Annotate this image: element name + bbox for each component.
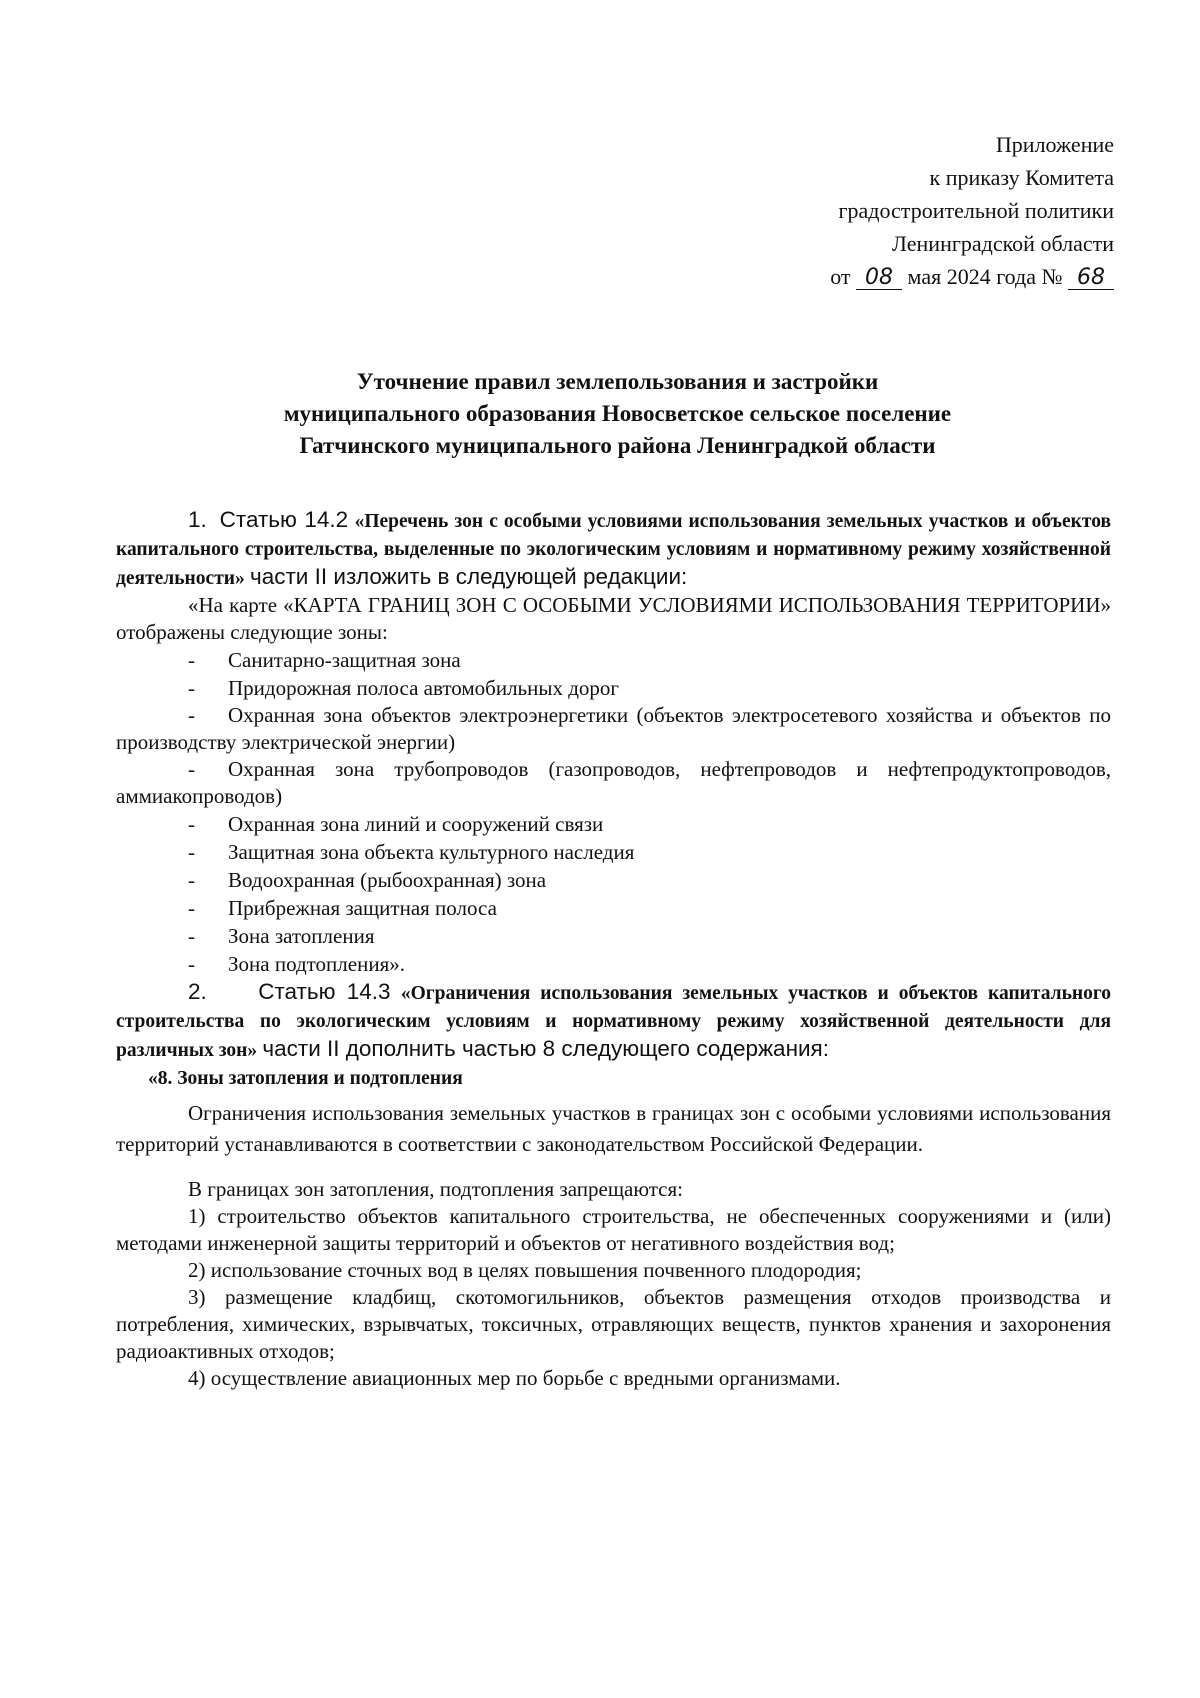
title-line: Гатчинского муниципального района Ленинградкой области	[299, 433, 936, 458]
title-line: Уточнение правил землепользования и застройки	[356, 369, 879, 394]
header-line: к приказу Комитета	[929, 165, 1114, 190]
list-item: - Зона затопления	[188, 924, 375, 948]
article-title-bold: «Ограничения использования земельных участков и объектов капитального строительства по экологическим условиям и нормативному режиму хозяйственной деятельности для различных зон»	[116, 983, 1112, 1061]
zones-intro: «На карте «КАРТА ГРАНИЦ ЗОН С ОСОБЫМИ УСЛОВИЯМИ ИСПОЛЬЗОВАНИЯ ТЕРРИТОРИИ» отображены следующие зоны:	[116, 593, 1111, 644]
list-item: 4) осуществление авиационных мер по борьбе с вредными организмами.	[188, 1366, 841, 1390]
list-item: 2) использование сточных вод в целях повышения почвенного плодородия;	[188, 1258, 862, 1282]
list-item: - Охранная зона трубопроводов (газопроводов, нефтепроводов и нефтепродуктопроводов, аммиакопроводов)	[116, 757, 1111, 808]
list-item: - Санитарно-защитная зона	[188, 648, 461, 672]
list-item: - Зона подтопления».	[188, 952, 405, 976]
section-1-paragraph	[116, 506, 1111, 592]
handwritten-order-number: 68	[1068, 267, 1114, 290]
document-body	[116, 506, 1111, 1392]
list-item: - Защитная зона объекта культурного наследия	[188, 840, 635, 864]
list-item: - Водоохранная (рыбоохранная) зона	[188, 868, 547, 892]
list-item: 1) строительство объектов капитального строительства, не обеспеченных сооружениями и (или) методами инженерной защиты территорий и объектов от негативного воздействия вод;	[116, 1204, 1111, 1255]
title-line: муниципального образования Новосветское сельское поселение	[283, 401, 952, 426]
zones-list	[116, 646, 1111, 978]
list-item: - Охранная зона объектов электроэнергетики (объектов электросетевого хозяйства и объектов по производству электрической энергии)	[116, 703, 1111, 754]
section-number: 1.	[188, 507, 207, 532]
attachment-header	[830, 128, 1114, 293]
restrictions-paragraph: Ограничения использования земельных участков в границах зон с особыми условиями использования территорий устанавливаются в соответствии с законодательством Российской Федерации.	[116, 1101, 1111, 1156]
list-item: 3) размещение кладбищ, скотомогильников, объектов размещения отходов производства и потребления, химических, взрывчатых, токсичных, отравляющих веществ, пунктов хранения и захоронения радиоактивных отходов;	[116, 1285, 1111, 1363]
section-number: 2.	[188, 979, 207, 1004]
header-line: Ленинградской области	[892, 231, 1114, 256]
article-title-bold: «Перечень зон с особыми условиями использования земельных участков и объектов капитального строительства, выделенные по экологическим условиям и нормативному режиму хозяйственной деятельности»	[116, 511, 1112, 589]
header-line: Приложение	[995, 132, 1114, 157]
section-tail: части II дополнить частью 8 следующего содержания:	[262, 1036, 829, 1061]
prohibitions-intro: В границах зон затопления, подтопления запрещаются:	[188, 1177, 683, 1201]
section-lead: Статью 14.3	[258, 979, 391, 1004]
header-line: градостроительной политики	[838, 198, 1114, 223]
order-date-line	[830, 260, 1114, 293]
section-lead: Статью 14.2	[219, 507, 349, 532]
list-item: - Охранная зона линий и сооружений связи	[188, 812, 604, 836]
date-rest: мая 2024 года №	[907, 264, 1063, 289]
handwritten-day: 08	[856, 267, 902, 290]
section-2-paragraph	[116, 978, 1111, 1064]
date-prefix: от	[830, 264, 851, 289]
subheading: «8. Зоны затопления и подтопления	[148, 1068, 463, 1089]
section-tail: части II изложить в следующей редакции:	[250, 564, 688, 589]
prohibitions-list	[116, 1203, 1111, 1392]
list-item: - Придорожная полоса автомобильных дорог	[188, 676, 620, 700]
list-item: - Прибрежная защитная полоса	[188, 896, 497, 920]
document-title	[120, 366, 1115, 462]
